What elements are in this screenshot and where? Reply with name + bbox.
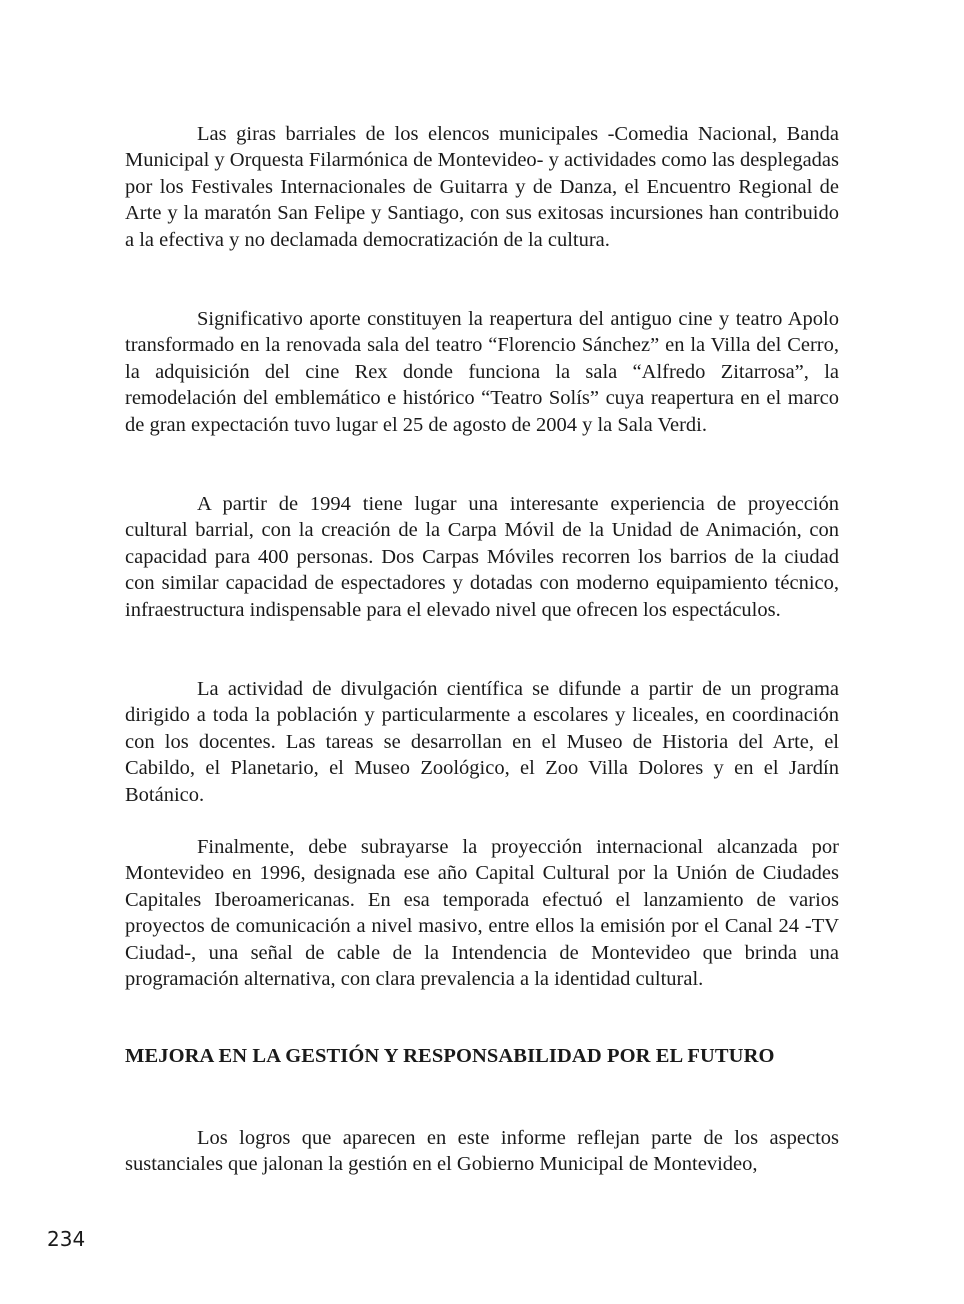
paragraph-proyeccion-internacional	[125, 834, 839, 992]
paragraph-text: Los logros que aparecen en este informe reflejan parte de los aspectos sustanciales que jalonan la gestión en el Gobierno Municipal de Montevideo,	[125, 1127, 839, 1176]
section-heading: MEJORA EN LA GESTIÓN Y RESPONSABILIDAD POR EL FUTURO	[125, 1045, 775, 1067]
paragraph-giras-barriales	[125, 121, 839, 253]
page-number: 234	[47, 1227, 86, 1251]
paragraph-logros	[125, 1125, 839, 1178]
paragraph-carpa-movil	[125, 491, 839, 623]
paragraph-text: A partir de 1994 tiene lugar una interesante experiencia de proyección cultural barrial, con la creación de la Carpa Móvil de la Unidad de Animación, con capacidad para 400 personas. Dos Carpas Móviles recorren los barrios de la ciudad con similar capacidad de espectadores y dotadas con moderno equipamiento técnico, infraestructura indispensable para el elevado nivel que ofrecen los espectáculos.	[125, 493, 839, 621]
paragraph-text: Significativo aporte constituyen la reapertura del antiguo cine y teatro Apolo transformado en la renovada sala del teatro “Florencio Sánchez” en la Villa del Cerro, la adquisición del cine Rex donde funciona la sala “Alfredo Zitarrosa”, la remodelación del emblemático e histórico “Teatro Solís” cuya reapertura en el marco de gran expectación tuvo lugar el 25 de agosto de 2004 y la Sala Verdi.	[125, 308, 839, 436]
paragraph-text: Finalmente, debe subrayarse la proyección internacional alcanzada por Montevideo en 1996, designada ese año Capital Cultural por la Unión de Ciudades Capitales Iberoamericanas. En esa temporada efectuó el lanzamiento de varios proyectos de comunicación a nivel masivo, entre ellos la emisión por el Canal 24 -TV Ciudad-, una señal de cable de la Intendencia de Montevideo que brinda una programación alternativa, con clara prevalencia a la identidad cultural.	[125, 836, 839, 991]
paragraph-text: La actividad de divulgación científica se difunde a partir de un programa dirigido a toda la población y particularmente a escolares y liceales, en coordinación con los docentes. Las tareas se desarrollan en el Museo de Historia del Arte, el Cabildo, el Planetario, el Museo Zoológico, el Zoo Villa Dolores y en el Jardín Botánico.	[125, 678, 839, 806]
paragraph-text: Las giras barriales de los elencos municipales -Comedia Nacional, Banda Municipal y Orquesta Filarmónica de Montevideo- y actividades como las desplegadas por los Festivales Internacionales de Guitarra y de Danza, el Encuentro Regional de Arte y la maratón San Felipe y Santiago, con sus exitosas incursiones han contribuido a la efectiva y no declamada democratización de la cultura.	[125, 123, 839, 251]
paragraph-divulgacion-cientifica	[125, 676, 839, 808]
paragraph-reapertura-teatros	[125, 306, 839, 438]
